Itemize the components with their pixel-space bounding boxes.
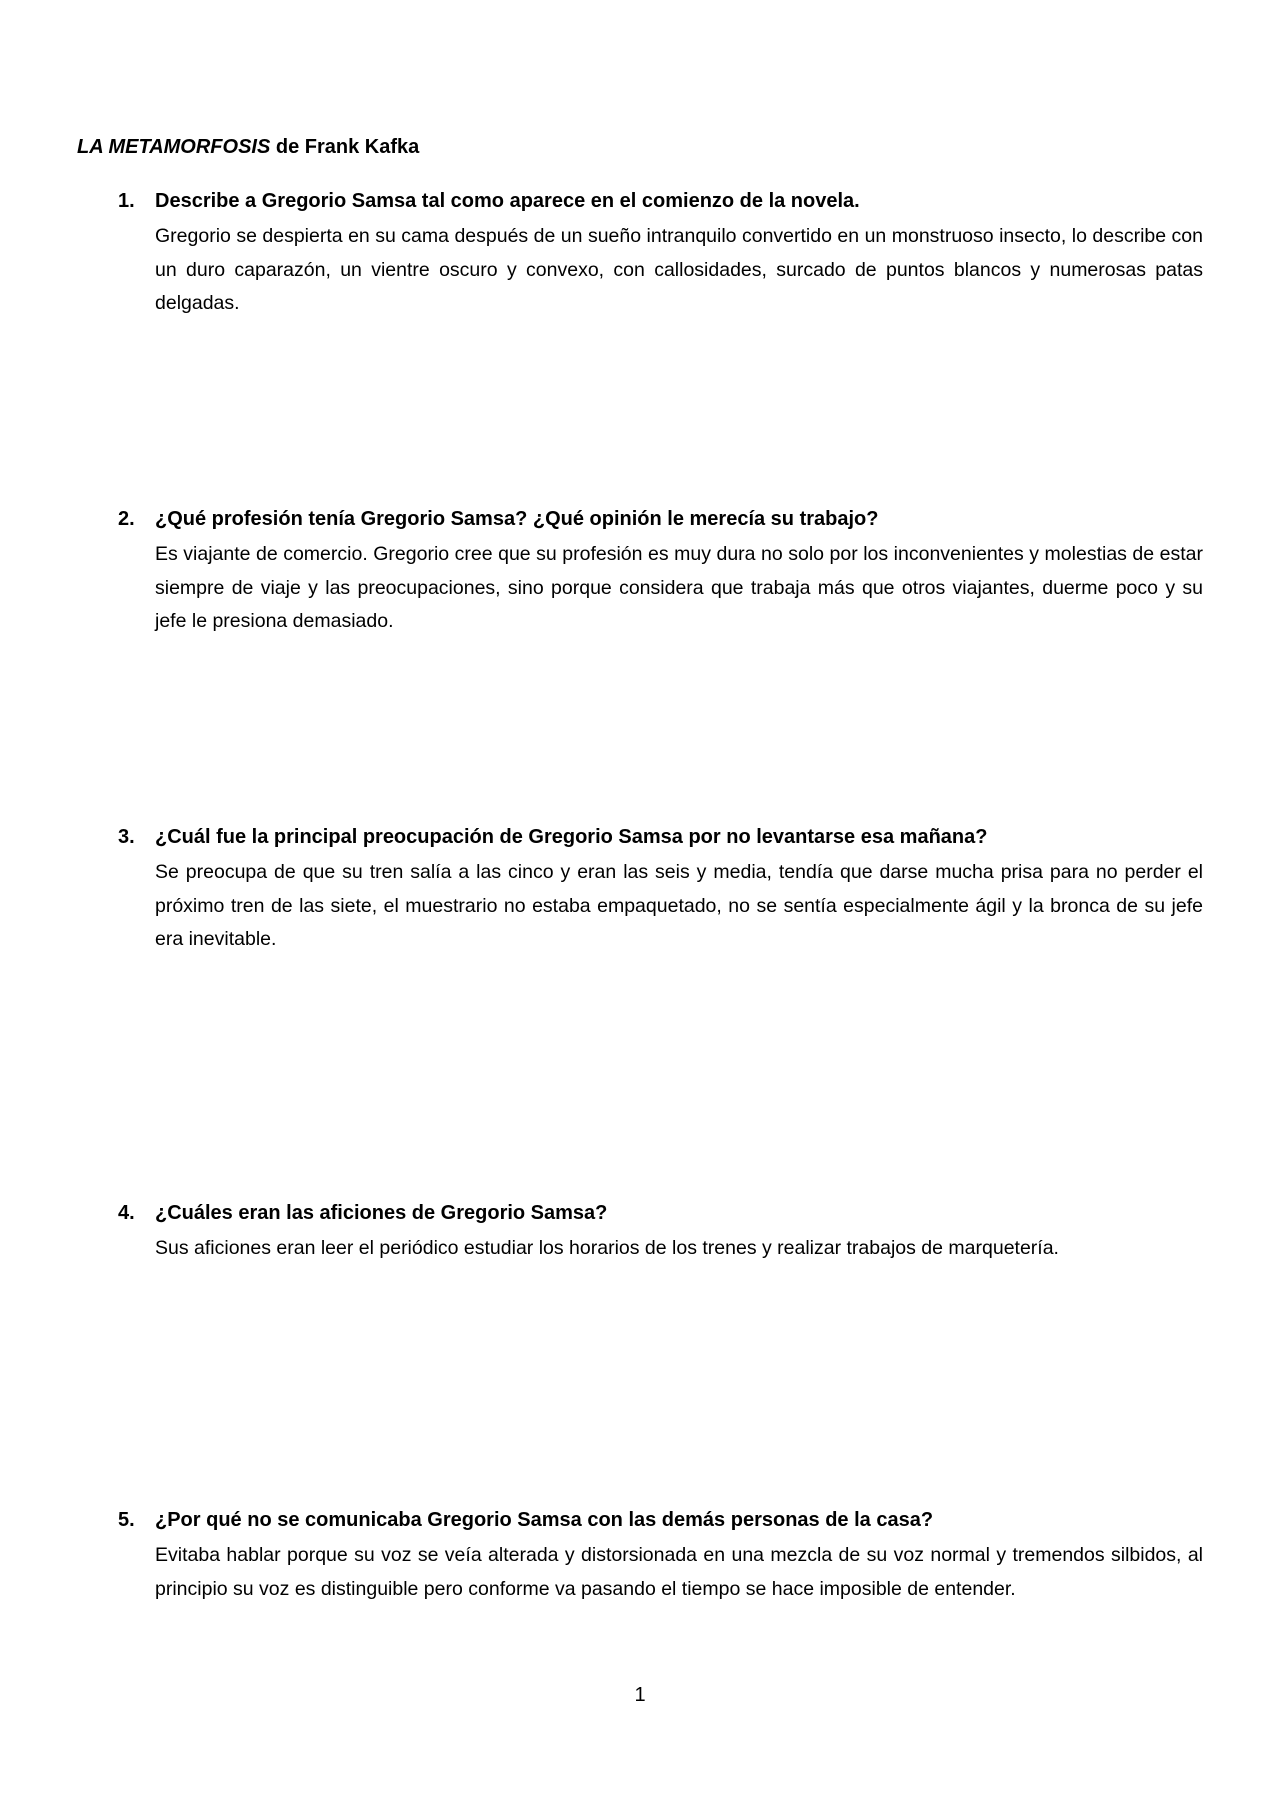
work-title: LA METAMORFOSIS <box>77 136 271 158</box>
answer-text: Gregorio se despierta en su cama después de un sueño intranquilo convertido en un monstruoso insecto, lo describe con un duro caparazón, un vientre oscuro y convexo, con callosidades, surcado de puntos blancos y numerosas patas delgadas. <box>155 225 1203 314</box>
question-text: ¿Cuáles eran las aficiones de Gregorio Samsa? <box>155 1202 608 1224</box>
answer-text: Se preocupa de que su tren salía a las cinco y eran las seis y media, tendía que darse mucha prisa para no perder el próximo tren de las siete, el muestrario no estaba empaquetado, no se sentía especialmente ágil y la bronca de su jefe era inevitable. <box>155 861 1203 950</box>
question-text: Describe a Gregorio Samsa tal como aparece en el comienzo de la novela. <box>155 190 860 212</box>
question-2 <box>118 506 1203 639</box>
question-number: 5. <box>118 1509 135 1531</box>
answer-text: Evitaba hablar porque su voz se veía alterada y distorsionada en una mezcla de su voz normal y tremendos silbidos, al principio su voz es distinguible pero conforme va pasando el tiempo se hace imposible de entender. <box>155 1544 1203 1600</box>
page-number: 1 <box>634 1684 646 1706</box>
answer-text: Sus aficiones eran leer el periódico estudiar los horarios de los trenes y realizar trabajos de marquetería. <box>155 1237 1059 1259</box>
question-text: ¿Por qué no se comunicaba Gregorio Samsa con las demás personas de la casa? <box>155 1509 934 1531</box>
question-number: 1. <box>118 190 135 212</box>
question-5 <box>118 1507 1203 1606</box>
question-text: ¿Cuál fue la principal preocupación de Gregorio Samsa por no levantarse esa mañana? <box>155 826 988 848</box>
question-1 <box>118 188 1203 321</box>
question-text: ¿Qué profesión tenía Gregorio Samsa? ¿Qué opinión le merecía su trabajo? <box>155 508 879 530</box>
question-4 <box>118 1200 1203 1266</box>
question-3 <box>118 824 1203 957</box>
answer-text: Es viajante de comercio. Gregorio cree que su profesión es muy dura no solo por los inconvenientes y molestias de estar siempre de viaje y las preocupaciones, sino porque considera que trabaja más que otros viajantes, duerme poco y su jefe le presiona demasiado. <box>155 543 1203 632</box>
question-number: 3. <box>118 826 135 848</box>
author-line: de Frank Kafka <box>270 136 420 158</box>
question-number: 4. <box>118 1202 135 1224</box>
question-number: 2. <box>118 508 135 530</box>
document-title <box>77 134 419 160</box>
